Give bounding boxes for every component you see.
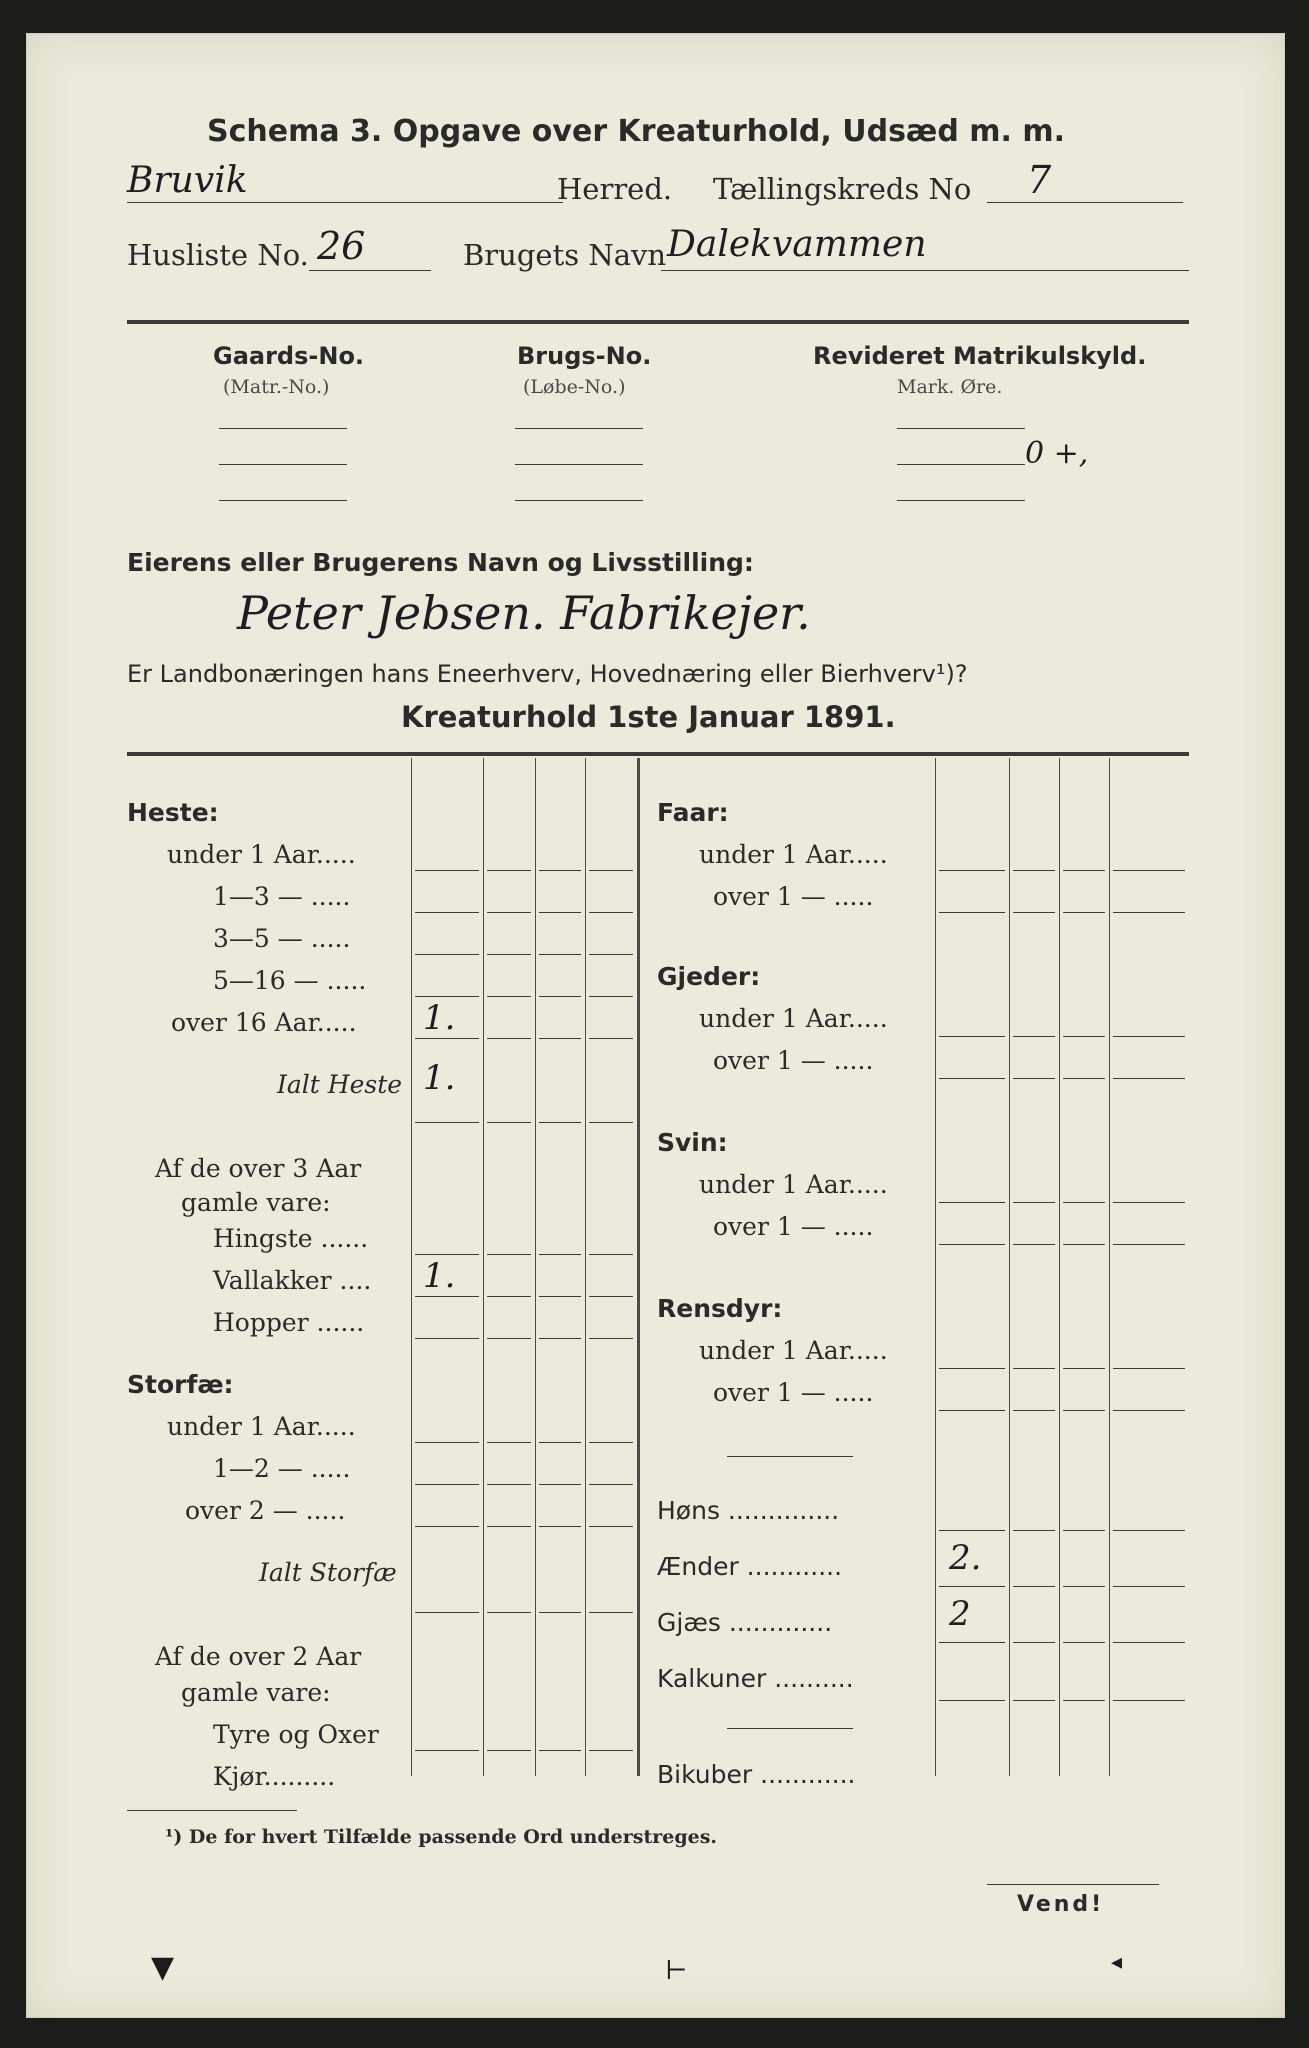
left-value-rule [589, 912, 633, 913]
right-value-rule [1063, 1202, 1105, 1203]
brugs-line-2 [515, 464, 643, 465]
right-value-rule [939, 1410, 1005, 1411]
left-value-rule [539, 1296, 581, 1297]
left-value-rule [415, 1338, 479, 1339]
left-col-sep-1 [411, 758, 412, 1776]
left-value-rule [487, 1122, 531, 1123]
left-value-rule [487, 1442, 531, 1443]
left-value-rule [539, 870, 581, 871]
kalkuner-label: Kalkuner .......... [657, 1664, 854, 1693]
left-value-rule [589, 1750, 633, 1751]
svin-over-1: over 1 — ..... [713, 1212, 874, 1241]
right-value-rule [1113, 912, 1185, 913]
right-value-rule [1063, 1244, 1105, 1245]
skyld-sub: Mark. Øre. [897, 376, 1003, 398]
left-value-rule [487, 912, 531, 913]
heste-1-3: 1—3 — ..... [213, 882, 351, 911]
right-value-rule [1113, 1244, 1185, 1245]
right-value-rule [1013, 1244, 1055, 1245]
right-value-rule [1063, 1078, 1105, 1079]
husliste-line [309, 270, 431, 271]
left-value-rule [415, 1442, 479, 1443]
left-value-rule [487, 1254, 531, 1255]
right-value-rule [1013, 1368, 1055, 1369]
vend-label: Vend! [1017, 1892, 1105, 1917]
left-value-rule [539, 1612, 581, 1613]
right-value-rule [1063, 1586, 1105, 1587]
skyld-value: 0 +, [1025, 436, 1089, 471]
left-value-rule [415, 996, 479, 997]
right-col-sep-2 [1009, 758, 1010, 1776]
corner-mark-right: ◂ [1111, 1950, 1123, 1975]
right-value-rule [1063, 1642, 1105, 1643]
left-value-rule [539, 1338, 581, 1339]
brugs-line-1 [515, 428, 643, 429]
right-value-rule [1013, 870, 1055, 871]
ialt-heste-value: 1. [423, 1058, 456, 1098]
left-value-rule [539, 1484, 581, 1485]
kalkuner-end-rule [727, 1728, 853, 1729]
left-value-rule [539, 1526, 581, 1527]
right-value-rule [1013, 1700, 1055, 1701]
left-value-rule [539, 912, 581, 913]
right-value-rule [1113, 870, 1185, 871]
header-divider [127, 320, 1189, 324]
svin-under-1: under 1 Aar..... [699, 1170, 888, 1199]
left-value-rule [539, 954, 581, 955]
left-value-rule [487, 1038, 531, 1039]
right-value-rule [1063, 1700, 1105, 1701]
herred-value: Bruvik [127, 160, 248, 201]
left-value-rule [589, 1254, 633, 1255]
left-col-sep-3 [535, 758, 536, 1776]
gjaes-label: Gjæs ............. [657, 1608, 833, 1637]
left-value-rule [589, 870, 633, 871]
tyre-oxer-label: Tyre og Oxer [213, 1720, 379, 1749]
right-value-rule [1063, 912, 1105, 913]
right-value-rule [939, 1202, 1005, 1203]
left-value-rule [415, 1526, 479, 1527]
bikuber-label: Bikuber ............ [657, 1760, 856, 1789]
heste-5-16: 5—16 — ..... [213, 966, 367, 995]
footnote-rule [127, 1810, 297, 1811]
right-value-rule [1013, 1036, 1055, 1037]
skyld-line-2 [897, 464, 1025, 465]
hons-label: Høns .............. [657, 1496, 840, 1525]
left-value-rule [539, 1750, 581, 1751]
left-value-rule [589, 1526, 633, 1527]
left-value-rule [415, 870, 479, 871]
corner-mark-middle: ⊢ [665, 1956, 688, 1986]
bruget-value: Dalekvammen [667, 224, 927, 265]
right-value-rule [1113, 1586, 1185, 1587]
left-value-rule [415, 1484, 479, 1485]
rensdyr-end-rule [727, 1456, 853, 1457]
right-value-rule [939, 1078, 1005, 1079]
bruget-line [661, 270, 1189, 271]
aender-label: Ænder ............ [657, 1552, 843, 1581]
right-col-sep-4 [1109, 758, 1110, 1776]
right-value-rule [1013, 912, 1055, 913]
left-value-rule [415, 954, 479, 955]
storfae-heading: Storfæ: [127, 1370, 234, 1399]
gaards-line-3 [219, 500, 347, 501]
heste-3-5: 3—5 — ..... [213, 924, 351, 953]
left-value-rule [487, 1338, 531, 1339]
hingste-label: Hingste ...... [213, 1224, 369, 1253]
right-value-rule [1013, 1078, 1055, 1079]
census-form-page [26, 33, 1285, 2018]
right-value-rule [1063, 1410, 1105, 1411]
gjeder-over-1: over 1 — ..... [713, 1046, 874, 1075]
right-value-rule [1113, 1368, 1185, 1369]
section-title: Kreaturhold 1ste Januar 1891. [401, 700, 896, 734]
left-value-rule [589, 1122, 633, 1123]
heste-under-1: under 1 Aar..... [167, 840, 356, 869]
ialt-storfae-label: Ialt Storfæ [259, 1558, 397, 1587]
kreds-line [987, 202, 1183, 203]
aender-value: 2. [949, 1538, 982, 1578]
left-value-rule [589, 954, 633, 955]
left-value-rule [487, 954, 531, 955]
gjaes-value: 2 [949, 1594, 971, 1634]
right-col-sep-1 [935, 758, 936, 1776]
husliste-label: Husliste No. [127, 238, 309, 272]
kreds-value: 7 [1027, 158, 1052, 202]
skyld-label: Revideret Matrikulskyld. [813, 342, 1147, 370]
brugs-label: Brugs-No. [517, 342, 652, 370]
heste-over-16: over 16 Aar..... [171, 1008, 357, 1037]
kreds-label: Tællingskreds No [713, 172, 972, 206]
right-value-rule [1113, 1410, 1185, 1411]
left-value-rule [539, 1254, 581, 1255]
right-value-rule [939, 1368, 1005, 1369]
left-value-rule [415, 1038, 479, 1039]
footnote: ¹) De for hvert Tilfælde passende Ord understreges. [165, 1826, 718, 1848]
gjeder-heading: Gjeder: [657, 962, 761, 991]
rensdyr-heading: Rensdyr: [657, 1294, 783, 1323]
left-col-sep-4 [585, 758, 586, 1776]
right-value-rule [939, 1642, 1005, 1643]
bruget-label: Brugets Navn [463, 238, 667, 272]
right-value-rule [1013, 1410, 1055, 1411]
right-value-rule [1063, 1368, 1105, 1369]
herred-line [127, 202, 563, 203]
af-over-3-line2: gamle vare: [181, 1188, 331, 1217]
left-value-rule [589, 1612, 633, 1613]
left-value-rule [487, 1296, 531, 1297]
right-value-rule [1113, 1036, 1185, 1037]
af-over-3-line1: Af de over 3 Aar [155, 1154, 362, 1183]
right-value-rule [1013, 1202, 1055, 1203]
right-value-rule [939, 1700, 1005, 1701]
rensdyr-under-1: under 1 Aar..... [699, 1336, 888, 1365]
left-value-rule [539, 1442, 581, 1443]
right-value-rule [1013, 1530, 1055, 1531]
heste-over-16-value: 1. [423, 998, 456, 1038]
rensdyr-over-1: over 1 — ..... [713, 1378, 874, 1407]
right-value-rule [1113, 1202, 1185, 1203]
brugs-line-3 [515, 500, 643, 501]
gjeder-under-1: under 1 Aar..... [699, 1004, 888, 1033]
right-value-rule [1113, 1530, 1185, 1531]
right-value-rule [1013, 1642, 1055, 1643]
right-value-rule [1113, 1642, 1185, 1643]
gaards-line-2 [219, 464, 347, 465]
right-value-rule [1113, 1700, 1185, 1701]
left-value-rule [415, 912, 479, 913]
herred-label: Herred. [557, 172, 673, 206]
left-value-rule [589, 996, 633, 997]
left-value-rule [487, 1526, 531, 1527]
af-over-2-line2: gamle vare: [181, 1678, 331, 1707]
erhverv-question: Er Landbonæringen hans Eneerhverv, Hovednæring eller Bierhverv¹)? [127, 660, 968, 688]
right-value-rule [939, 912, 1005, 913]
storfae-1-2: 1—2 — ..... [213, 1454, 351, 1483]
right-value-rule [1063, 870, 1105, 871]
right-value-rule [1063, 1530, 1105, 1531]
vend-rule [987, 1884, 1159, 1885]
faar-under-1: under 1 Aar..... [699, 840, 888, 869]
right-value-rule [939, 870, 1005, 871]
right-value-rule [939, 1244, 1005, 1245]
left-col-sep-2 [483, 758, 484, 1776]
faar-heading: Faar: [657, 798, 729, 827]
right-value-rule [939, 1036, 1005, 1037]
right-value-rule [939, 1586, 1005, 1587]
left-value-rule [487, 870, 531, 871]
right-value-rule [1063, 1036, 1105, 1037]
vallakker-value: 1. [423, 1256, 456, 1296]
table-top-rule [127, 752, 1189, 756]
owner-value: Peter Jebsen. Fabrikejer. [237, 586, 811, 640]
owner-label: Eierens eller Brugerens Navn og Livsstilling: [127, 548, 754, 577]
brugs-sub: (Løbe-No.) [523, 376, 626, 398]
heste-heading: Heste: [127, 798, 219, 827]
left-value-rule [589, 1296, 633, 1297]
left-value-rule [487, 1750, 531, 1751]
left-value-rule [539, 996, 581, 997]
table-middle-sep [637, 758, 640, 1776]
skyld-line-1 [897, 428, 1025, 429]
right-value-rule [1013, 1586, 1055, 1587]
vallakker-label: Vallakker .... [213, 1266, 372, 1295]
faar-over-1: over 1 — ..... [713, 882, 874, 911]
left-value-rule [487, 1484, 531, 1485]
af-over-2-line1: Af de over 2 Aar [155, 1642, 362, 1671]
skyld-line-3 [897, 500, 1025, 501]
left-value-rule [539, 1038, 581, 1039]
right-value-rule [1113, 1078, 1185, 1079]
corner-mark-left: ▼ [151, 1950, 175, 1985]
left-value-rule [589, 1442, 633, 1443]
left-value-rule [487, 996, 531, 997]
left-value-rule [589, 1038, 633, 1039]
left-value-rule [415, 1254, 479, 1255]
left-value-rule [415, 1122, 479, 1123]
left-value-rule [589, 1338, 633, 1339]
storfae-under-1: under 1 Aar..... [167, 1412, 356, 1441]
kjor-label: Kjør......... [213, 1762, 336, 1791]
ialt-heste-label: Ialt Heste [277, 1070, 403, 1099]
husliste-value: 26 [317, 224, 366, 268]
storfae-over-2: over 2 — ..... [185, 1496, 346, 1525]
left-value-rule [415, 1612, 479, 1613]
svin-heading: Svin: [657, 1128, 728, 1157]
left-value-rule [487, 1612, 531, 1613]
right-col-sep-3 [1059, 758, 1060, 1776]
gaards-line-1 [219, 428, 347, 429]
left-value-rule [415, 1750, 479, 1751]
form-title: Schema 3. Opgave over Kreaturhold, Udsæd m. m. [207, 114, 1066, 149]
right-value-rule [939, 1530, 1005, 1531]
left-value-rule [539, 1122, 581, 1123]
hopper-label: Hopper ...... [213, 1308, 365, 1337]
left-value-rule [589, 1484, 633, 1485]
gaards-sub: (Matr.-No.) [223, 376, 330, 398]
gaards-label: Gaards-No. [213, 342, 365, 370]
left-value-rule [415, 1296, 479, 1297]
